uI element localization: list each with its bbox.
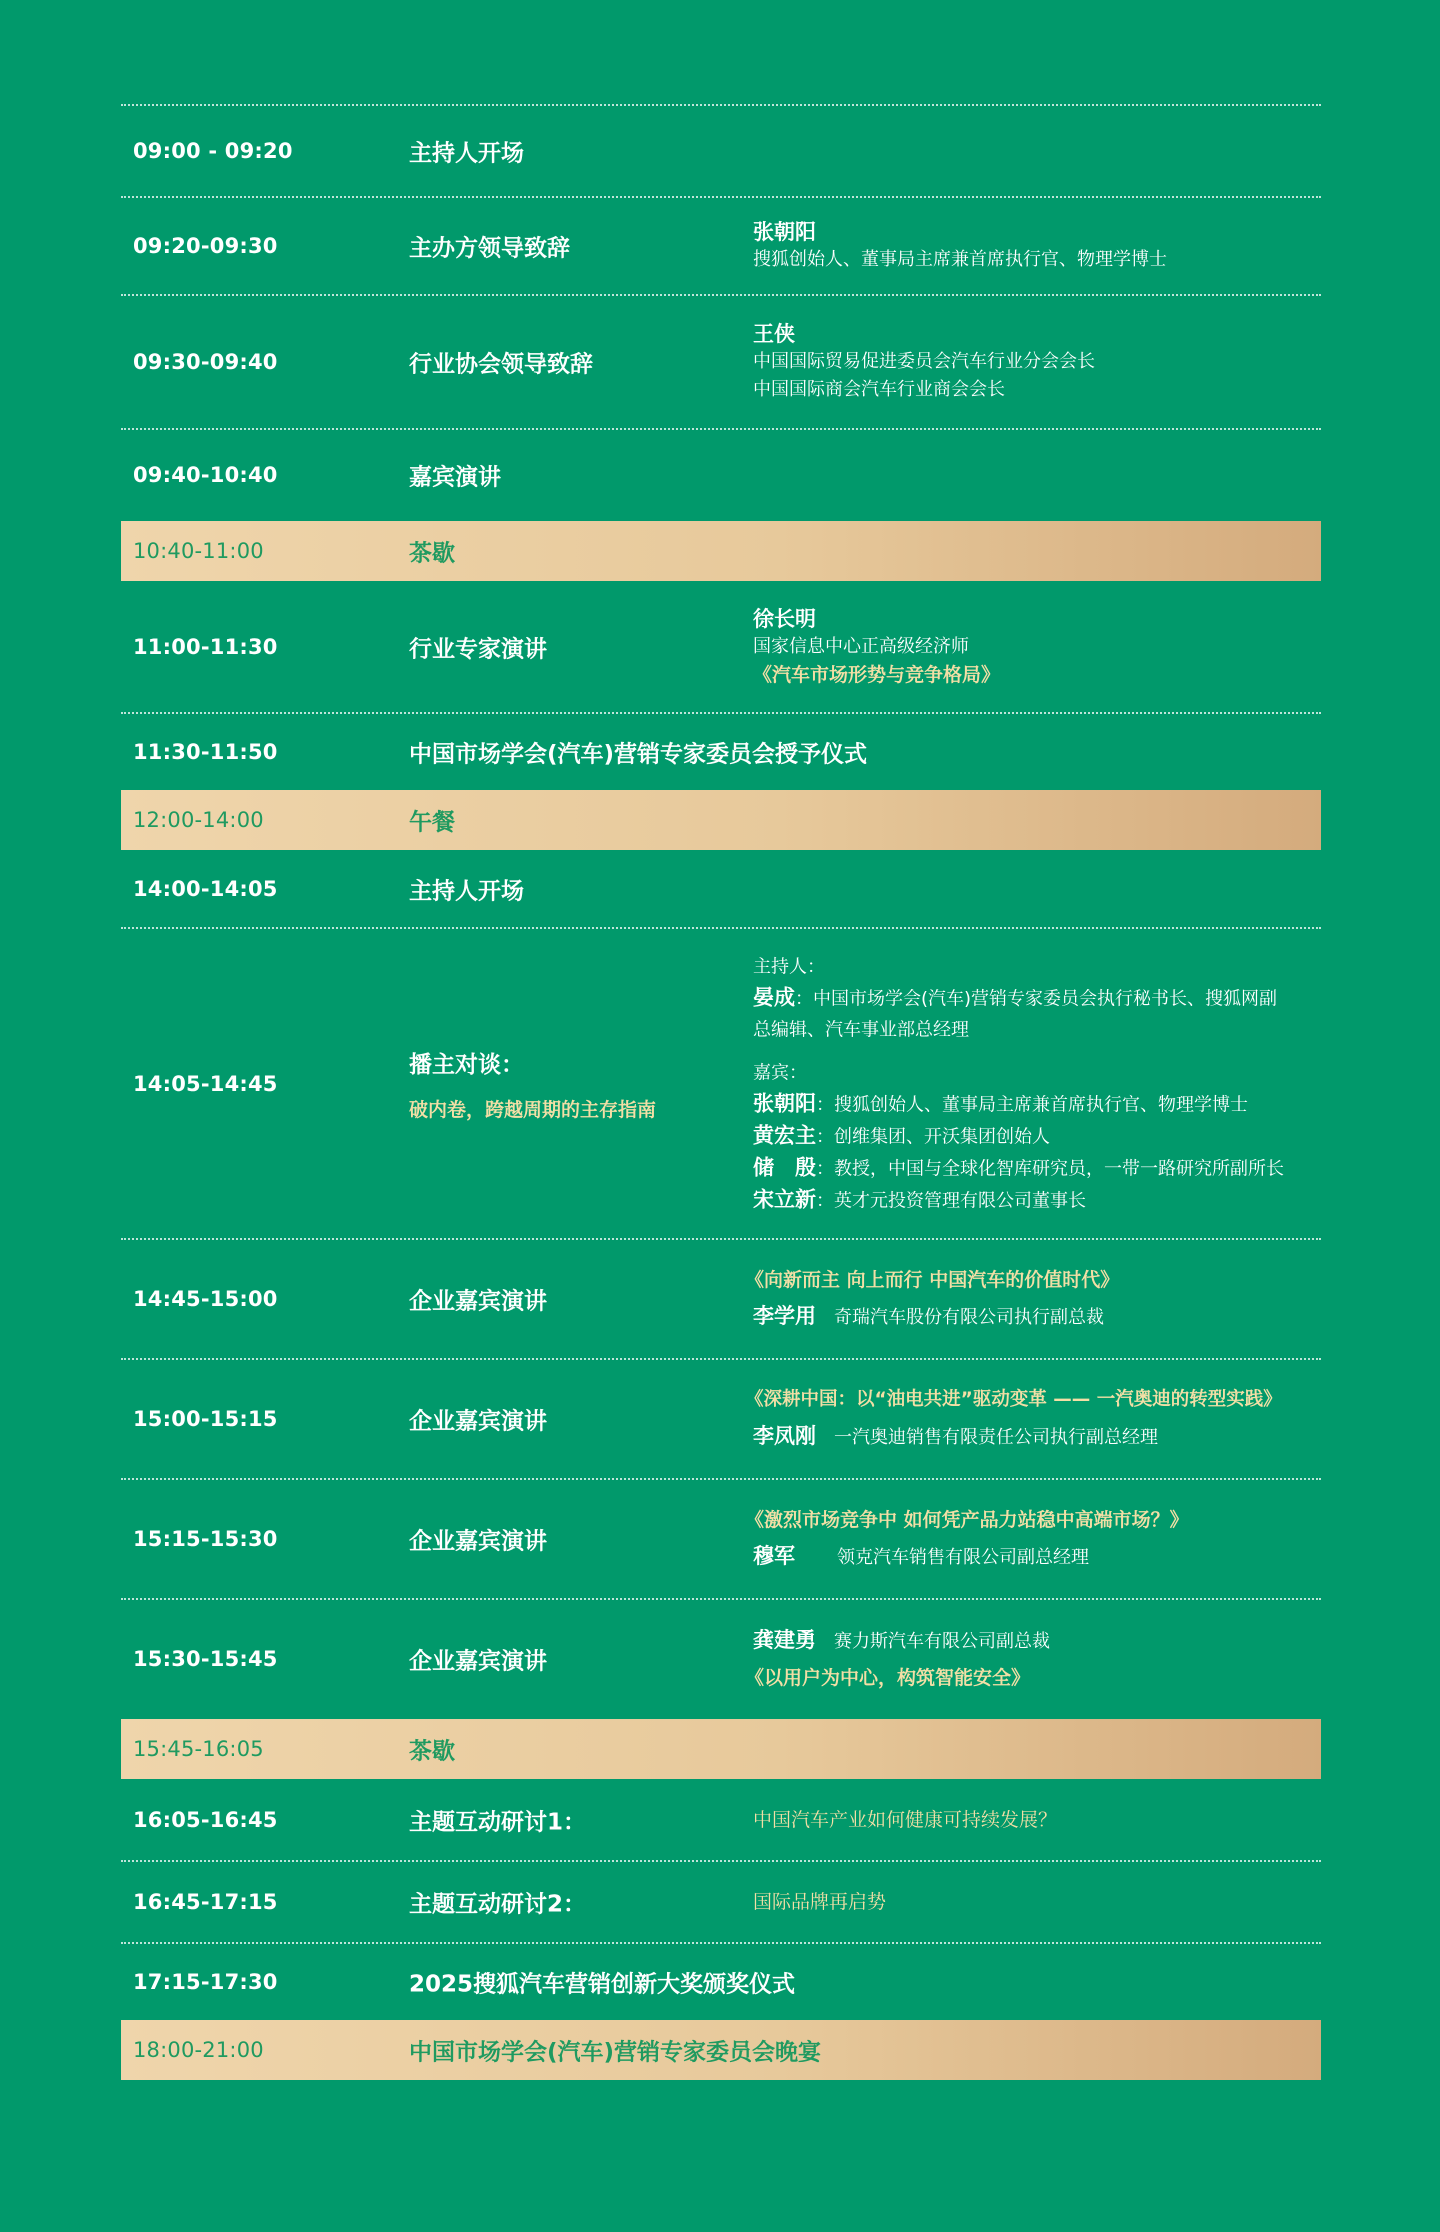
row-time: 16:45-17:15 — [133, 1890, 278, 1914]
break-band — [121, 1719, 1321, 1779]
guest-role: ：教授，中国与全球化智库研究员，一带一路研究所副所长 — [816, 1158, 1284, 1179]
agenda-row — [121, 1944, 1321, 2020]
row-time: 14:05-14:45 — [133, 1071, 278, 1096]
agenda-row — [121, 1862, 1321, 1942]
speaker-role: 奇瑞汽车股份有限公司执行副总裁 — [834, 1307, 1104, 1328]
guest-name: 宋立新 — [753, 1187, 816, 1211]
row-time: 09:00 - 09:20 — [133, 139, 293, 163]
host-role-cont: 总编辑、汽车事业部总经理 — [753, 1019, 969, 1040]
guest-name: 张朝阳 — [753, 1091, 816, 1115]
row-title: 中国市场学会(汽车)营销专家委员会授予仪式 — [409, 741, 868, 768]
speaker-info — [745, 1262, 1335, 1336]
talk-title: 《深耕中国：以“油电共进”驱动变革 —— 一汽奥迪的转型实践》 — [745, 1389, 1282, 1410]
row-title: 中国市场学会(汽车)营销专家委员会晚宴 — [409, 2039, 822, 2066]
speaker-info — [745, 1382, 1335, 1456]
host-label: 主持人： — [753, 956, 825, 977]
agenda-row — [121, 582, 1321, 712]
lunch-band — [121, 790, 1321, 850]
speaker-name: 张朝阳 — [753, 220, 816, 244]
row-time: 09:30-09:40 — [133, 350, 278, 374]
row-title: 企业嘉宾演讲 — [409, 1528, 547, 1555]
row-time: 14:45-15:00 — [133, 1287, 278, 1311]
speaker-info — [753, 218, 1343, 274]
speaker-role: 领克汽车销售有限公司副总经理 — [837, 1547, 1089, 1568]
speaker-role: 中国国际商会汽车行业商会会长 — [753, 379, 1005, 400]
dinner-band — [121, 2020, 1321, 2080]
talk-title: 《向新而主 向上而行 中国汽车的价值时代》 — [745, 1269, 1120, 1291]
agenda-row — [121, 106, 1321, 196]
row-time: 15:45-16:05 — [133, 1737, 264, 1761]
talk-title: 《激烈市场竞争中 如何凭产品力站稳中高端市场？》 — [745, 1509, 1189, 1531]
row-title: 企业嘉宾演讲 — [409, 1288, 547, 1315]
topic-text: 国际品牌再启势 — [753, 1891, 887, 1913]
agenda-row — [121, 1360, 1321, 1478]
agenda-row — [121, 198, 1321, 294]
agenda-row — [121, 1780, 1321, 1860]
guest-role: ：创维集团、开沃集团创始人 — [816, 1126, 1050, 1147]
guest-role: ：搜狐创始人、董事局主席兼首席执行官、物理学博士 — [816, 1094, 1248, 1115]
row-title: 嘉宾演讲 — [409, 464, 501, 491]
row-title: 午餐 — [409, 809, 455, 836]
row-title: 主办方领导致辞 — [409, 235, 570, 262]
agenda-row — [121, 1600, 1321, 1718]
row-time: 16:05-16:45 — [133, 1808, 278, 1832]
row-title — [409, 1046, 656, 1122]
host-role: ：中国市场学会(汽车)营销专家委员会执行秘书长、搜狐网副 — [795, 988, 1278, 1009]
guest-name: 黄宏主 — [753, 1123, 816, 1147]
speaker-info — [753, 320, 1343, 404]
row-time: 17:15-17:30 — [133, 1970, 278, 1994]
speaker-name: 穆军 — [753, 1544, 795, 1568]
speaker-info — [753, 605, 1343, 689]
row-time: 11:00-11:30 — [133, 635, 278, 659]
panel-title: 播主对谈： — [409, 1051, 524, 1078]
guest-item — [753, 1184, 1343, 1216]
agenda-row — [121, 1480, 1321, 1598]
talk-title: 《以用户为中心，构筑智能安全》 — [745, 1667, 1031, 1689]
topic-info — [753, 1888, 1343, 1916]
speaker-role: 赛力斯汽车有限公司副总裁 — [834, 1631, 1050, 1652]
guest-role: ：英才元投资管理有限公司董事长 — [816, 1190, 1086, 1211]
topic-info — [753, 1806, 1343, 1834]
row-title: 主持人开场 — [409, 140, 524, 167]
speaker-role: 国家信息中心正高级经济师 — [753, 636, 969, 657]
agenda-row — [121, 430, 1321, 520]
speaker-name: 王侠 — [753, 322, 795, 346]
row-time: 14:00-14:05 — [133, 877, 278, 901]
topic-text: 中国汽车产业如何健康可持续发展？ — [753, 1809, 1058, 1831]
speaker-name: 龚建勇 — [753, 1628, 816, 1652]
guest-label: 嘉宾： — [753, 1062, 807, 1083]
row-title: 行业协会领导致辞 — [409, 351, 593, 378]
speaker-role: 一汽奥迪销售有限责任公司执行副总经理 — [834, 1427, 1158, 1448]
row-time: 09:40-10:40 — [133, 463, 278, 487]
speaker-name: 徐长明 — [753, 607, 816, 631]
agenda-row — [121, 296, 1321, 428]
row-title: 茶歇 — [409, 540, 455, 567]
row-title: 企业嘉宾演讲 — [409, 1648, 547, 1675]
speaker-name: 李学用 — [753, 1304, 816, 1328]
agenda-row-panel — [121, 929, 1321, 1238]
agenda-row — [121, 851, 1321, 927]
row-time: 12:00-14:00 — [133, 808, 264, 832]
row-title: 茶歇 — [409, 1738, 455, 1765]
agenda-row — [121, 714, 1321, 790]
speaker-role: 搜狐创始人、董事局主席兼首席执行官、物理学博士 — [753, 249, 1167, 270]
speaker-role: 中国国际贸易促进委员会汽车行业分会会长 — [753, 351, 1095, 372]
row-time: 09:20-09:30 — [133, 234, 278, 258]
speaker-info — [745, 1622, 1335, 1696]
row-title: 企业嘉宾演讲 — [409, 1408, 547, 1435]
row-time: 11:30-11:50 — [133, 740, 278, 764]
row-title: 2025搜狐汽车营销创新大奖颁奖仪式 — [409, 1971, 796, 1998]
speaker-info — [745, 1502, 1335, 1576]
guest-item — [753, 1120, 1343, 1152]
row-time: 18:00-21:00 — [133, 2038, 264, 2062]
guest-item — [753, 1152, 1343, 1184]
row-title: 行业专家演讲 — [409, 636, 547, 663]
agenda-row — [121, 1240, 1321, 1358]
break-band — [121, 521, 1321, 581]
row-title: 主题互动研讨1： — [409, 1809, 587, 1836]
guest-item — [753, 1088, 1343, 1120]
panel-participants — [753, 951, 1343, 1216]
row-time: 15:00-15:15 — [133, 1407, 278, 1431]
host-name: 晏成 — [753, 985, 795, 1009]
row-title: 主题互动研讨2： — [409, 1891, 587, 1918]
row-time: 15:30-15:45 — [133, 1647, 278, 1671]
speaker-name: 李凤刚 — [753, 1424, 816, 1448]
row-time: 15:15-15:30 — [133, 1527, 278, 1551]
panel-subtitle: 破内卷，跨越周期的主存指南 — [409, 1098, 657, 1121]
row-title: 主持人开场 — [409, 878, 524, 905]
talk-title: 《汽车市场形势与竞争格局》 — [753, 664, 1001, 686]
row-time: 10:40-11:00 — [133, 539, 264, 563]
guest-name: 储 殷 — [753, 1155, 816, 1179]
